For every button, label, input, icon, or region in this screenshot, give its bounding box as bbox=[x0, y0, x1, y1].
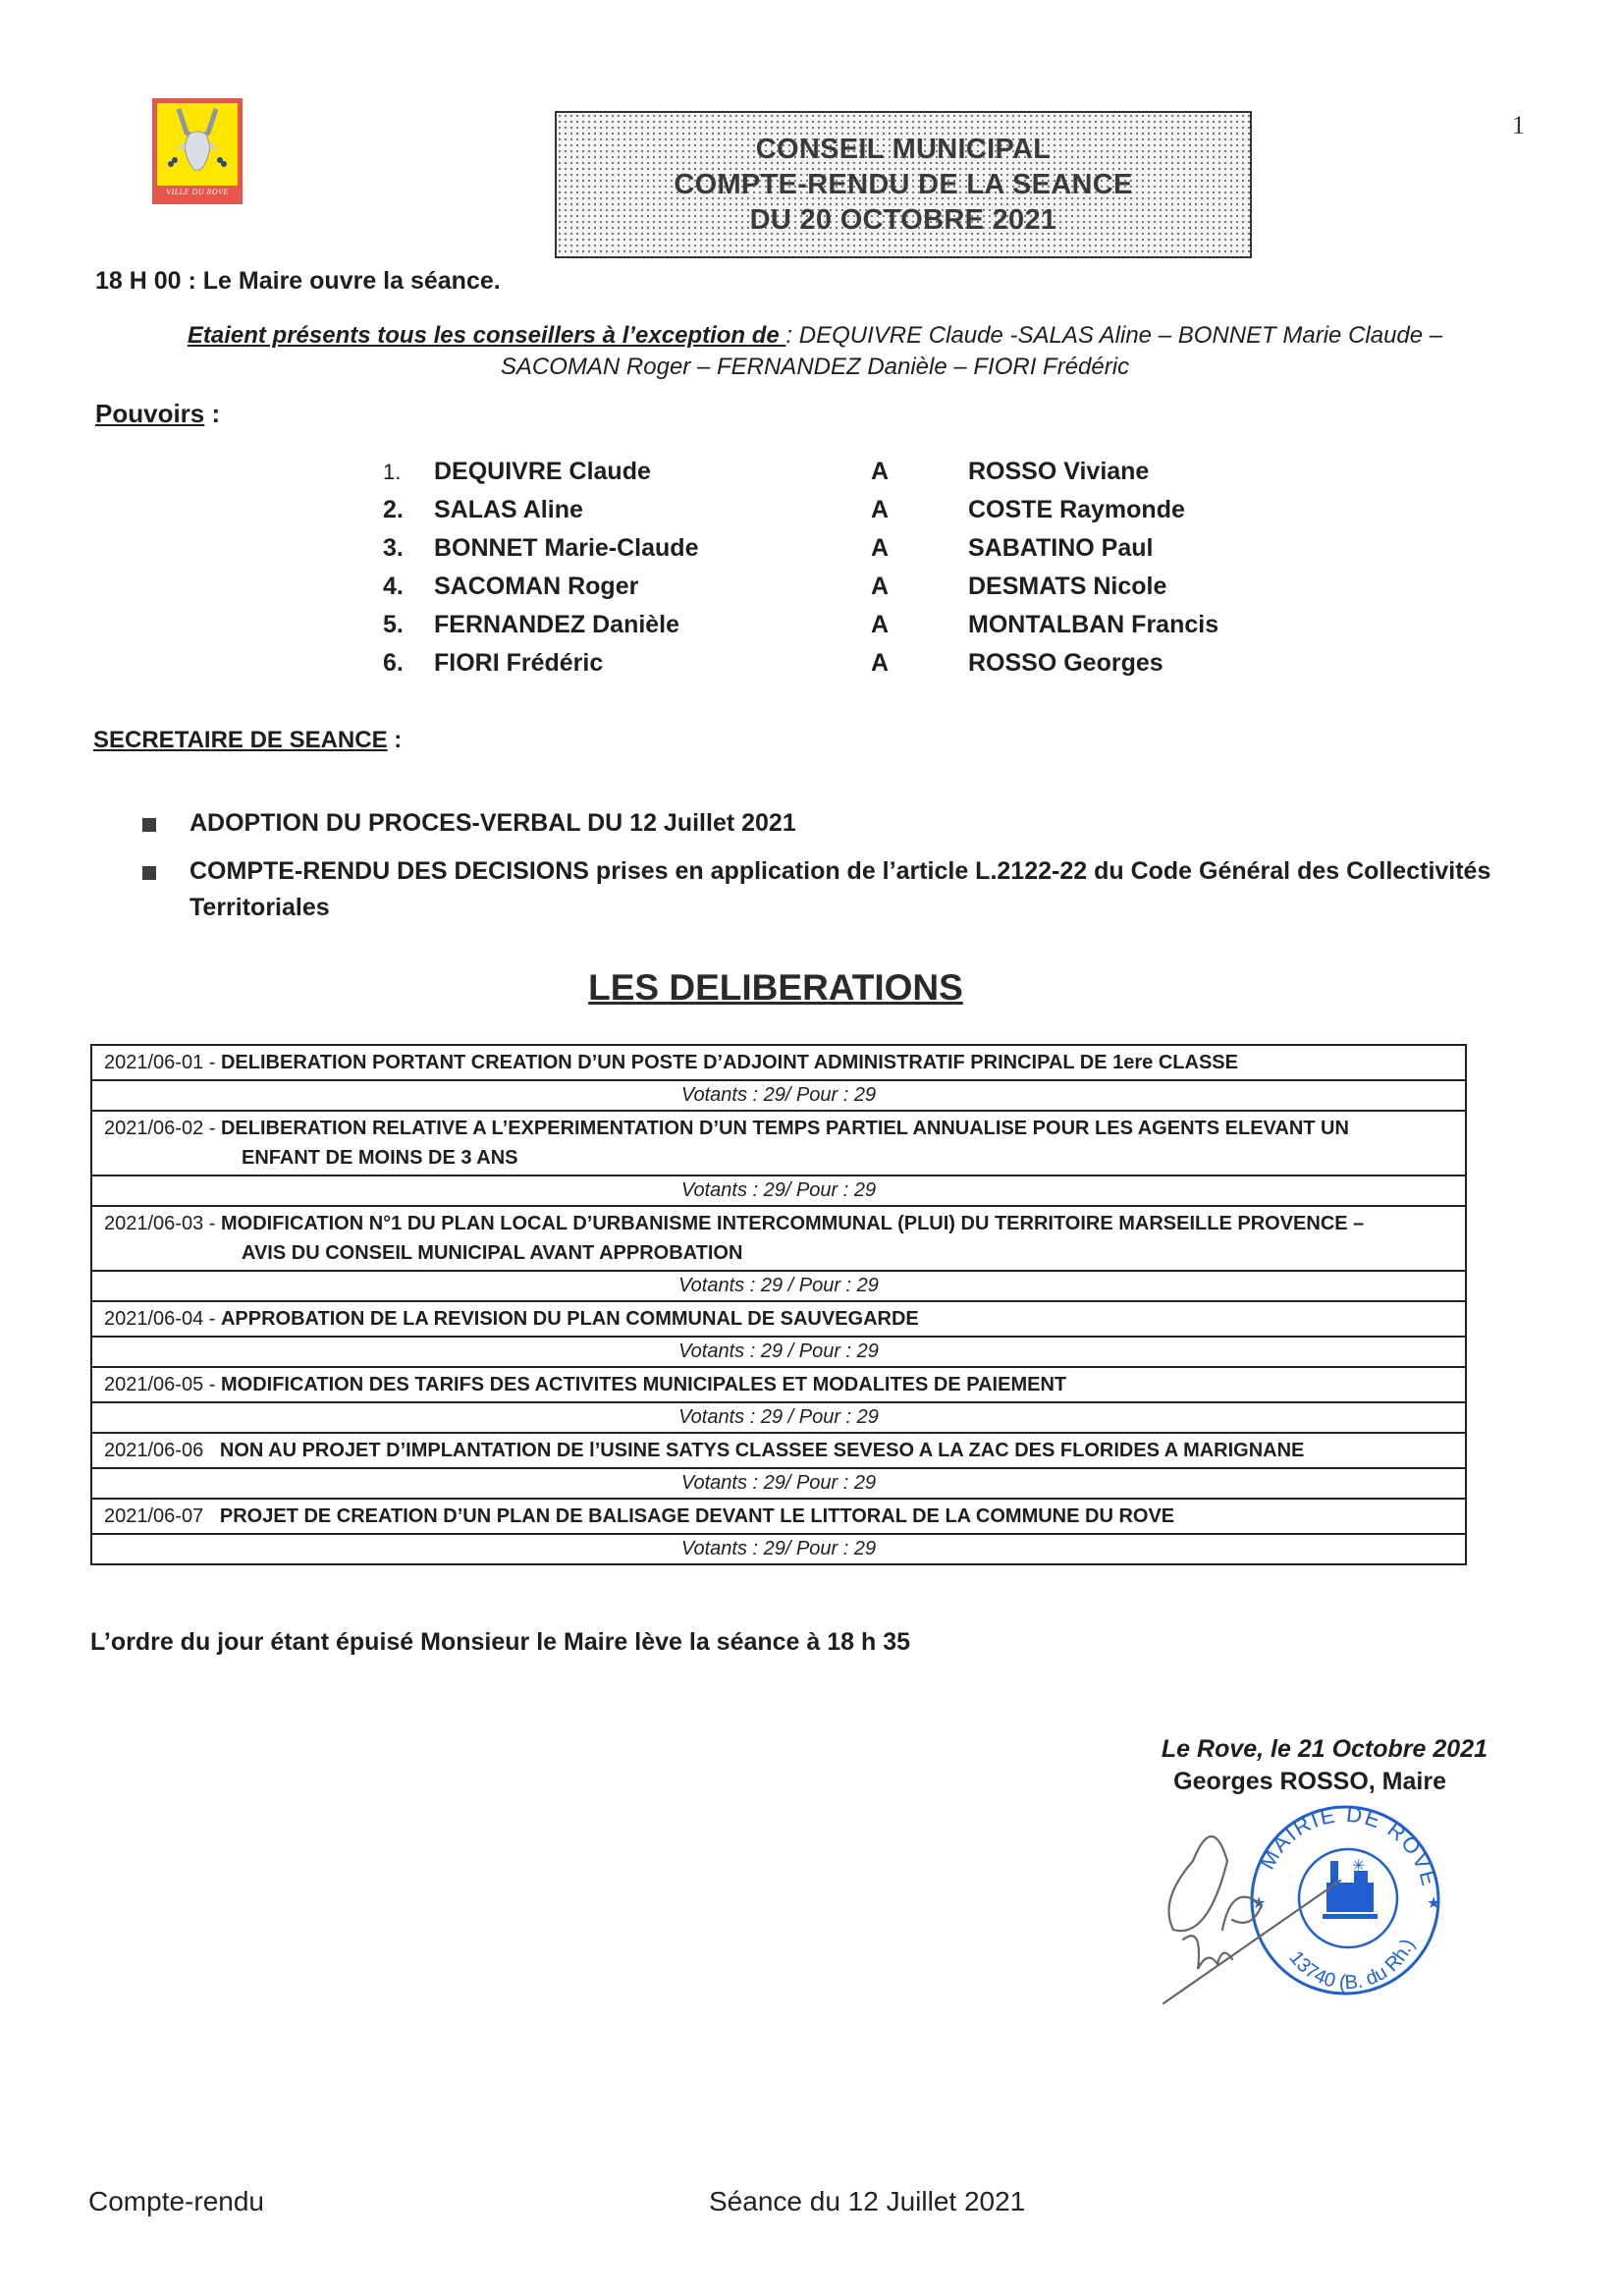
deliberation-reference: 2021/06-06 bbox=[104, 1440, 220, 1461]
star-icon: ★ bbox=[1427, 1895, 1441, 1912]
deliberation-reference: 2021/06-07 bbox=[104, 1505, 220, 1527]
agenda-list bbox=[142, 805, 1497, 938]
deliberation-cell bbox=[91, 1367, 1466, 1402]
vote-row bbox=[91, 1402, 1466, 1433]
proxy-number: 4. bbox=[383, 573, 404, 600]
proxy-row bbox=[383, 568, 1316, 606]
deliberation-reference: 2021/06-03 - bbox=[104, 1213, 221, 1234]
proxy-holder: MONTALBAN Francis bbox=[968, 611, 1219, 638]
vote-row bbox=[91, 1337, 1466, 1367]
proxy-list bbox=[383, 453, 1316, 683]
proxy-holder: DESMATS Nicole bbox=[968, 573, 1167, 600]
deliberation-cell bbox=[91, 1045, 1466, 1080]
deliberation-row bbox=[91, 1111, 1466, 1175]
signature-place-date: Le Rove, le 21 Octobre 2021 bbox=[1161, 1735, 1488, 1763]
proxy-holder: ROSSO Georges bbox=[968, 649, 1163, 677]
opening-text: : Le Maire ouvre la séance. bbox=[181, 267, 501, 295]
proxy-giver: FERNANDEZ Danièle bbox=[434, 611, 680, 638]
deliberation-row bbox=[91, 1206, 1466, 1271]
proxy-to-marker: A bbox=[871, 573, 890, 600]
deliberation-reference: 2021/06-04 - bbox=[104, 1308, 221, 1330]
logo-field bbox=[157, 103, 238, 199]
title-line-2: COMPTE-RENDU DE LA SEANCE bbox=[674, 169, 1133, 200]
agenda-item bbox=[142, 853, 1497, 926]
proxy-to-marker: A bbox=[871, 611, 890, 638]
vote-result: Votants : 29 / Pour : 29 bbox=[91, 1271, 1466, 1301]
vote-row bbox=[91, 1534, 1466, 1564]
stamp-top-text: MAIRIE DE ROVE bbox=[1254, 1801, 1442, 1890]
stamp-bottom-text: 13740 (B. du Rh.) bbox=[1284, 1936, 1420, 1995]
proxy-giver: SACOMAN Roger bbox=[434, 573, 639, 600]
deliberation-cell bbox=[91, 1111, 1466, 1175]
proxy-number: 1. bbox=[383, 459, 402, 484]
proxy-holder: ROSSO Viviane bbox=[968, 458, 1150, 485]
secretary-colon: : bbox=[387, 727, 403, 753]
proxies-label: Pouvoirs bbox=[95, 399, 205, 428]
proxy-giver: SALAS Aline bbox=[434, 496, 583, 523]
vote-row bbox=[91, 1175, 1466, 1206]
vote-row bbox=[91, 1271, 1466, 1301]
square-bullet-icon bbox=[142, 805, 189, 842]
star-icon: ★ bbox=[1252, 1895, 1267, 1912]
svg-text:✳: ✳ bbox=[1352, 1858, 1366, 1875]
mayor-signature bbox=[1154, 1822, 1370, 2008]
proxy-number: 2. bbox=[383, 496, 404, 523]
deliberation-reference: 2021/06-05 - bbox=[104, 1374, 221, 1395]
square-bullet-icon bbox=[142, 853, 189, 926]
proxy-number: 6. bbox=[383, 649, 404, 677]
deliberation-subject-continued: AVIS DU CONSEIL MUNICIPAL AVANT APPROBATION bbox=[242, 1242, 743, 1264]
proxy-number: 5. bbox=[383, 611, 404, 638]
deliberation-subject: DELIBERATION PORTANT CREATION D’UN POSTE D’ADJOINT ADMINISTRATIF PRINCIPAL DE 1ere CLASSE bbox=[220, 1052, 1238, 1073]
proxy-row bbox=[383, 606, 1316, 644]
deliberation-cell bbox=[91, 1499, 1466, 1534]
vote-result: Votants : 29 / Pour : 29 bbox=[91, 1402, 1466, 1433]
proxy-to-marker: A bbox=[871, 649, 890, 677]
agenda-item-title: COMPTE-RENDU DES DECISIONS bbox=[189, 857, 589, 885]
title-line-1: CONSEIL MUNICIPAL bbox=[755, 134, 1052, 165]
agenda-item bbox=[142, 805, 1497, 842]
deliberation-subject-continued: ENFANT DE MOINS DE 3 ANS bbox=[242, 1147, 518, 1169]
opening-line bbox=[95, 267, 501, 296]
proxy-to-marker: A bbox=[871, 534, 890, 562]
attendance-lead: Etaient présents tous les conseillers à l’exception de bbox=[187, 322, 786, 349]
document-title-box bbox=[555, 111, 1252, 258]
agenda-text bbox=[189, 853, 1497, 926]
deliberation-subject: APPROBATION DE LA REVISION DU PLAN COMMUNAL DE SAUVEGARDE bbox=[220, 1308, 919, 1330]
deliberation-row bbox=[91, 1433, 1466, 1468]
deliberation-cell bbox=[91, 1206, 1466, 1271]
deliberation-subject: NON AU PROJET D’IMPLANTATION DE l’USINE SATYS CLASSEE SEVESO A LA ZAC DES FLORIDES A MARIGNANE bbox=[219, 1440, 1305, 1461]
deliberation-row bbox=[91, 1499, 1466, 1534]
proxy-number: 3. bbox=[383, 534, 404, 562]
opening-time: 18 H 00 bbox=[95, 267, 182, 295]
proxy-row bbox=[383, 453, 1316, 491]
deliberation-row bbox=[91, 1045, 1466, 1080]
proxy-to-marker: A bbox=[871, 496, 890, 523]
proxy-giver: DEQUIVRE Claude bbox=[434, 458, 651, 485]
deliberation-cell bbox=[91, 1433, 1466, 1468]
footer-document-type: Compte-rendu bbox=[88, 2186, 264, 2216]
proxies-heading bbox=[95, 399, 220, 429]
deliberation-subject: MODIFICATION DES TARIFS DES ACTIVITES MUNICIPALES ET MODALITES DE PAIEMENT bbox=[220, 1374, 1067, 1395]
city-logo bbox=[152, 98, 243, 204]
deliberation-reference: 2021/06-01 - bbox=[104, 1052, 221, 1073]
proxy-giver: BONNET Marie-Claude bbox=[434, 534, 699, 562]
page-number: 1 bbox=[1512, 111, 1525, 139]
proxy-row bbox=[383, 491, 1316, 529]
vote-result: Votants : 29/ Pour : 29 bbox=[91, 1080, 1466, 1111]
proxy-row bbox=[383, 644, 1316, 683]
attendance-paragraph bbox=[137, 320, 1492, 383]
agenda-item-title: ADOPTION DU PROCES-VERBAL DU 12 Juillet 2021 bbox=[189, 809, 796, 837]
vote-result: Votants : 29/ Pour : 29 bbox=[91, 1468, 1466, 1499]
proxies-colon: : bbox=[204, 399, 221, 428]
deliberation-subject: DELIBERATION RELATIVE A L’EXPERIMENTATION D’UN TEMPS PARTIEL ANNUALISE POUR LES AGENTS ELEVANT UN bbox=[220, 1118, 1349, 1139]
title-line-3: DU 20 OCTOBRE 2021 bbox=[749, 204, 1057, 236]
proxy-holder: COSTE Raymonde bbox=[968, 496, 1185, 523]
proxy-to-marker: A bbox=[871, 458, 890, 485]
agenda-item-detail: prises en application de l’article L.2122-22 du Code Général des Collectivités Territoriales bbox=[189, 857, 1491, 921]
logo-caption: VILLE DU ROVE bbox=[152, 186, 243, 199]
deliberation-cell bbox=[91, 1301, 1466, 1337]
deliberations-table bbox=[90, 1044, 1467, 1565]
absentees-list: DEQUIVRE Claude -SALAS Aline – BONNET Marie Claude – SACOMAN Roger – FERNANDEZ Danièle – FIORI Frédéric bbox=[500, 322, 1443, 380]
goat-icon bbox=[165, 107, 230, 178]
footer-session-date: Séance du 12 Juillet 2021 bbox=[709, 2186, 1026, 2216]
attendance-colon: : bbox=[785, 322, 793, 349]
vote-row bbox=[91, 1080, 1466, 1111]
deliberations-title: LES DELIBERATIONS bbox=[588, 967, 963, 1008]
deliberation-row bbox=[91, 1367, 1466, 1402]
proxy-giver: FIORI Frédéric bbox=[434, 649, 604, 677]
vote-result: Votants : 29 / Pour : 29 bbox=[91, 1337, 1466, 1367]
deliberation-reference: 2021/06-02 - bbox=[104, 1118, 221, 1139]
closing-statement: L’ordre du jour étant épuisé Monsieur le Maire lève la séance à 18 h 35 bbox=[90, 1628, 911, 1656]
vote-result: Votants : 29/ Pour : 29 bbox=[91, 1175, 1466, 1206]
secretary-heading bbox=[93, 727, 402, 754]
proxy-holder: SABATINO Paul bbox=[968, 534, 1154, 562]
secretary-label: SECRETAIRE DE SEANCE bbox=[93, 727, 388, 753]
deliberation-subject: PROJET DE CREATION D’UN PLAN DE BALISAGE DEVANT LE LITTORAL DE LA COMMUNE DU ROVE bbox=[219, 1505, 1175, 1527]
agenda-text bbox=[189, 805, 796, 842]
vote-result: Votants : 29/ Pour : 29 bbox=[91, 1534, 1466, 1564]
proxy-row bbox=[383, 529, 1316, 568]
signatory-name: Georges ROSSO, Maire bbox=[1173, 1768, 1446, 1795]
deliberation-subject: MODIFICATION N°1 DU PLAN LOCAL D’URBANISME INTERCOMMUNAL (PLUI) DU TERRITOIRE MARSEILLE PROVENCE – bbox=[220, 1213, 1365, 1234]
deliberation-row bbox=[91, 1301, 1466, 1337]
vote-row bbox=[91, 1468, 1466, 1499]
